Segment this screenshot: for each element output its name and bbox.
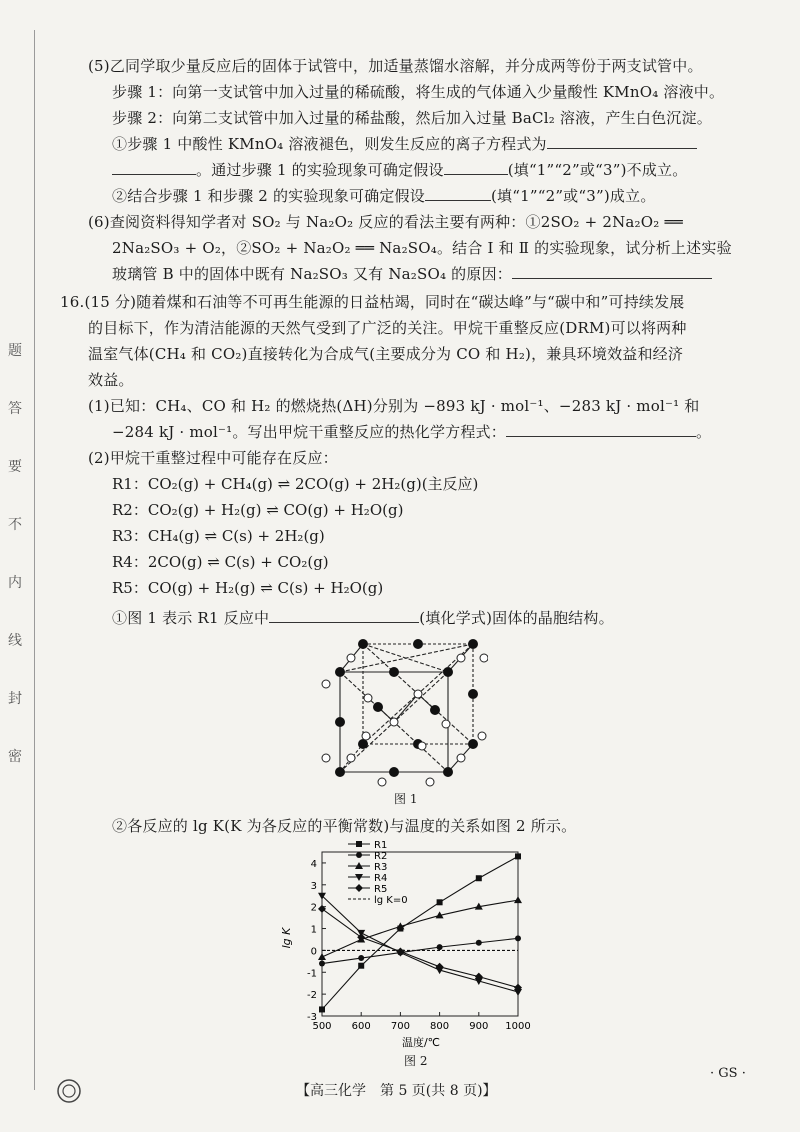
legend-label: R1 xyxy=(374,840,388,851)
data-point xyxy=(476,940,482,946)
answer-blank[interactable] xyxy=(444,160,508,175)
chart-xlabel: 温度/℃ xyxy=(401,1036,441,1049)
chart-ticks xyxy=(307,859,531,1032)
q16-line3: 温室气体(CH₄ 和 CO₂)直接转化为合成气(主要成分为 CO 和 H₂)，兼具环境效益和经济 xyxy=(88,345,684,363)
q16-p2: (2)甲烷干重整过程中可能存在反应： xyxy=(88,449,338,467)
reaction-r1: R1：CO₂(g) + CH₄(g) ⇌ 2CO(g) + 2H₂(g)(主反应) xyxy=(112,475,479,493)
legend-label: R4 xyxy=(374,873,388,884)
fig1-crystal-cell xyxy=(318,632,488,790)
answer-blank[interactable] xyxy=(506,422,696,437)
reaction-r3: R3：CH₄(g) ⇌ C(s) + 2H₂(g) xyxy=(112,527,325,545)
q16-sub2: ②各反应的 lg K(K 为各反应的平衡常数)与温度的关系如图 2 所示。 xyxy=(112,817,577,835)
data-point xyxy=(319,961,325,967)
q6-line3 xyxy=(112,264,712,284)
q6-line3-text: 玻璃管 B 中的固体中既有 Na₂SO₃ 又有 Na₂SO₄ 的原因： xyxy=(112,265,512,283)
x-tick-label: 700 xyxy=(390,1021,410,1032)
series-r5 xyxy=(318,905,522,992)
series-line xyxy=(322,900,518,957)
margin-char: 不 xyxy=(8,517,22,533)
answer-blank[interactable] xyxy=(425,186,491,201)
footer-tag: · GS · xyxy=(710,1066,746,1081)
margin-char: 题 xyxy=(8,343,22,359)
q16-sub1-text: ①图 1 表示 R1 反应中 xyxy=(112,609,270,627)
q5-sub1-line1 xyxy=(112,134,697,154)
q16-line4: 效益。 xyxy=(88,371,134,389)
x-tick-label: 800 xyxy=(430,1021,450,1032)
q16-p1-line1: (1)已知：CH₄、CO 和 H₂ 的燃烧热(ΔH)分别为 −893 kJ · mol⁻¹、−283 kJ · mol⁻¹ 和 xyxy=(88,397,700,415)
margin-char: 密 xyxy=(8,749,22,765)
q5-step1: 步骤 1：向第一支试管中加入过量的稀硫酸，将生成的气体通入少量酸性 KMnO₄ 溶液中。 xyxy=(112,83,725,101)
margin-char: 要 xyxy=(8,459,22,475)
q5-sub2-end: (填“1”“2”或“3”)成立。 xyxy=(490,187,656,205)
y-tick-label: 3 xyxy=(310,880,317,892)
data-point xyxy=(476,875,482,881)
fig2-lgk-chart xyxy=(278,838,538,1050)
y-tick-label: 4 xyxy=(310,858,317,870)
fig2-caption: 图 2 xyxy=(404,1054,428,1068)
x-tick-label: 600 xyxy=(351,1021,371,1032)
q16-line2: 的目标下，作为清洁能源的天然气受到了广泛的关注。甲烷干重整反应(DRM)可以将两种 xyxy=(88,319,687,337)
x-tick-label: 1000 xyxy=(505,1021,531,1032)
q5-sub1-mid: 。通过步骤 1 的实验现象可确定假设 xyxy=(196,161,444,179)
legend-marker xyxy=(356,852,362,858)
margin-char: 答 xyxy=(8,401,22,417)
x-tick-label: 900 xyxy=(469,1021,489,1032)
y-tick-label: -3 xyxy=(307,1012,317,1023)
q5-sub2-text: ②结合步骤 1 和步骤 2 的实验现象可确定假设 xyxy=(112,187,425,205)
answer-blank[interactable] xyxy=(269,608,419,623)
data-point xyxy=(318,905,326,913)
y-tick-label: 1 xyxy=(310,924,317,936)
series-line xyxy=(322,856,518,1009)
data-point xyxy=(515,935,521,941)
margin-char: 封 xyxy=(8,691,22,707)
q5-sub1-line2 xyxy=(112,160,687,180)
reaction-r4: R4：2CO(g) ⇌ C(s) + CO₂(g) xyxy=(112,553,329,571)
legend-label: R2 xyxy=(374,851,388,862)
q16-sub1-end: (填化学式)固体的晶胞结构。 xyxy=(419,609,614,627)
q6-line1: (6)查阅资料得知学者对 SO₂ 与 Na₂O₂ 反应的看法主要有两种：①2SO₂ + 2Na₂O₂ ══ xyxy=(88,213,683,231)
data-point xyxy=(318,953,326,960)
data-point xyxy=(436,963,444,971)
legend-marker xyxy=(356,841,362,847)
y-tick-label: -1 xyxy=(307,968,317,980)
answer-blank[interactable] xyxy=(547,134,697,149)
chart-legend xyxy=(348,840,408,906)
chart-ylabel: lg K xyxy=(280,927,293,949)
q6-line2: 2Na₂SO₃ + O₂，②SO₂ + Na₂O₂ ══ Na₂SO₄。结合 Ⅰ 和 Ⅱ 的实验现象，试分析上述实验 xyxy=(112,239,732,257)
q5-step2: 步骤 2：向第二支试管中加入过量的稀盐酸，然后加入过量 BaCl₂ 溶液，产生白色沉淀。 xyxy=(112,109,712,127)
q5-intro: (5)乙同学取少量反应后的固体于试管中，加适量蒸馏水溶解，并分成两等份于两支试管中。 xyxy=(88,57,703,75)
q5-sub1-end: (填“1”“2”或“3”)不成立。 xyxy=(507,161,688,179)
q16-p1-line2: −284 kJ · mol⁻¹。写出甲烷干重整反应的热化学方程式： 。 xyxy=(112,423,712,441)
margin-char: 线 xyxy=(8,633,22,649)
legend-marker xyxy=(355,884,363,892)
y-tick-label: 2 xyxy=(310,902,317,914)
data-point xyxy=(515,853,521,859)
reaction-r2: R2：CO₂(g) + H₂(g) ⇌ CO(g) + H₂O(g) xyxy=(112,501,404,519)
legend-label: lg K=0 xyxy=(374,895,408,906)
q5-sub1-text: ①步骤 1 中酸性 KMnO₄ 溶液褪色，则发生反应的离子方程式为 xyxy=(112,135,547,153)
page-footer: 【高三化学 第 5 页(共 8 页)】 xyxy=(296,1083,497,1099)
q16-sub1 xyxy=(112,608,614,628)
answer-blank[interactable] xyxy=(112,160,196,175)
x-tick-label: 500 xyxy=(312,1021,332,1032)
data-point xyxy=(358,963,364,969)
margin-char: 内 xyxy=(8,575,22,591)
y-tick-label: -2 xyxy=(307,990,317,1002)
answer-blank[interactable] xyxy=(512,264,712,279)
legend-label: R5 xyxy=(374,884,388,895)
q16-p1-line2-text: −284 kJ · mol⁻¹。写出甲烷干重整反应的热化学方程式： xyxy=(112,423,506,441)
data-point xyxy=(437,944,443,950)
q5-sub2 xyxy=(112,186,656,206)
y-tick-label: 0 xyxy=(310,946,317,958)
data-point xyxy=(319,1006,325,1012)
binding-line xyxy=(34,30,35,1090)
fig1-caption: 图 1 xyxy=(394,792,418,806)
binding-margin-text xyxy=(2,340,28,804)
reaction-r5: R5：CO(g) + H₂(g) ⇌ C(s) + H₂O(g) xyxy=(112,579,384,597)
legend-label: R3 xyxy=(374,862,388,873)
data-point xyxy=(514,896,522,903)
logo-icon xyxy=(56,1078,82,1104)
data-point xyxy=(437,899,443,905)
data-point xyxy=(358,955,364,961)
q16-line1: 16.(15 分)随着煤和石油等不可再生能源的日益枯竭，同时在“碳达峰”与“碳中和”可持续发展 xyxy=(60,293,685,311)
